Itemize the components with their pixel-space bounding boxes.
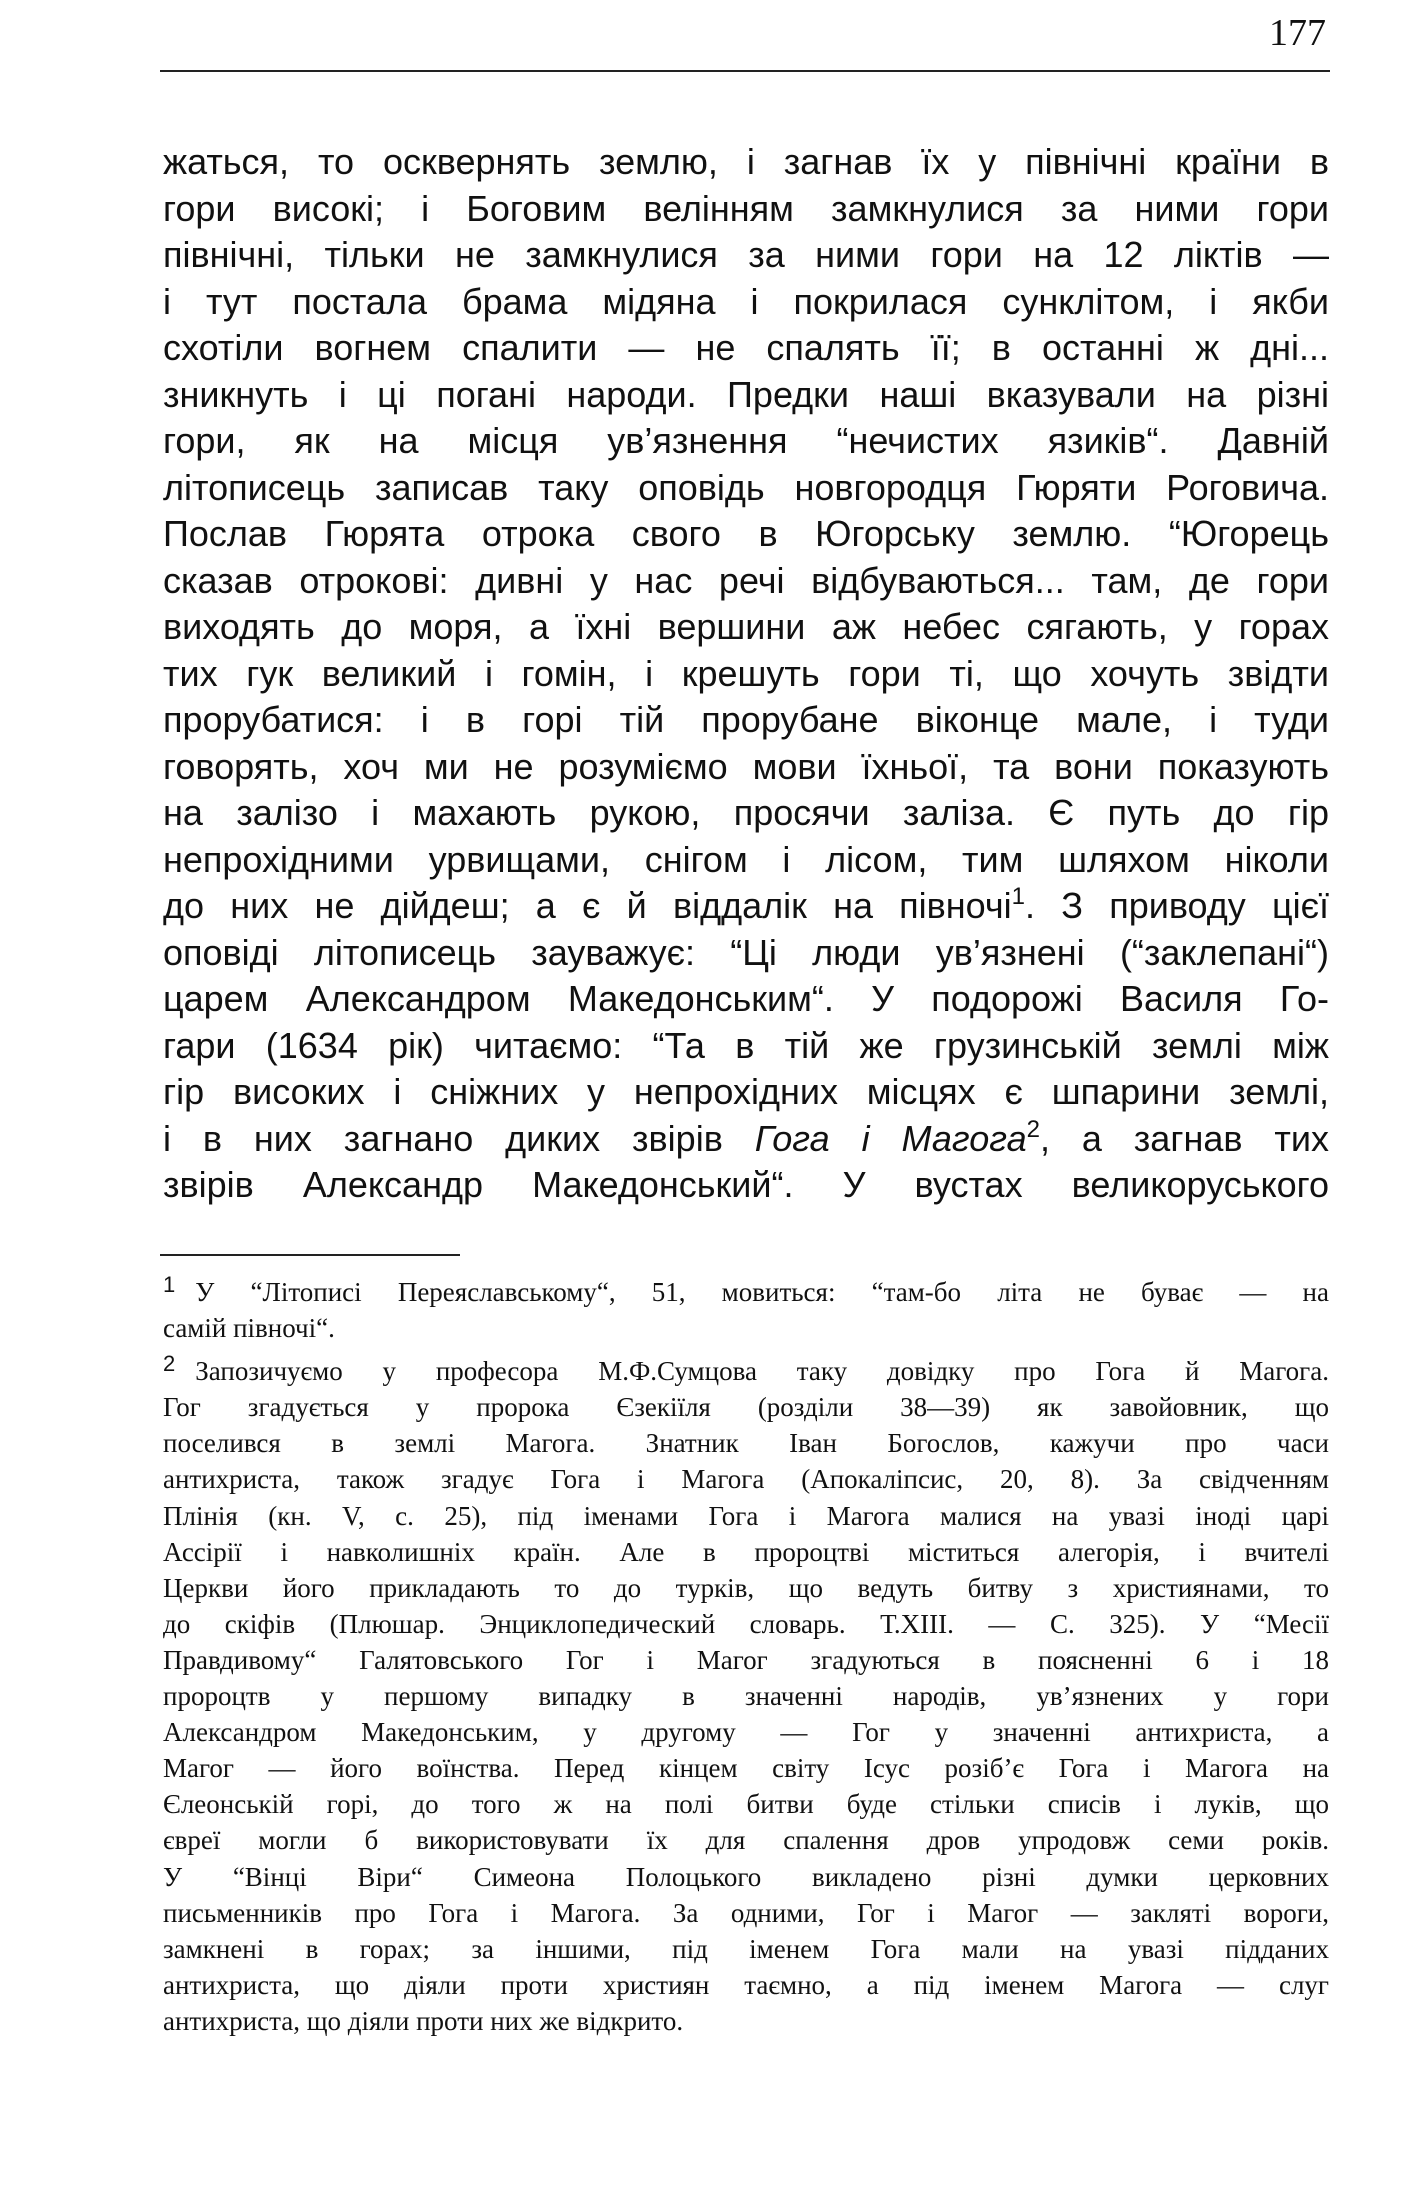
footnote-2-line: поселився в землі Магога. Знатник Іван Богослов, кажучи про часи [163, 1428, 1329, 1459]
text-line-with-footnote-ref [163, 1116, 1329, 1163]
footnote-2-line: Правдивому“ Галятовського Гог і Магог згадуються в поясненні 6 і 18 [163, 1644, 1329, 1675]
footnote-2-line: Плінія (кн. V, с. 25), під іменами Гога і Магога малися на увазі іноді царі [163, 1500, 1329, 1531]
text-line: жаться, то осквернять землю, і загнав їх у північні країни в [163, 141, 1329, 182]
text-line: гір високих і сніжних у непрохідних місцях є шпарини землі, [163, 1071, 1329, 1112]
footnote-text: Запозичуємо у професора М.Ф.Сумцова таку довідку про Гога й Магога. [195, 1356, 1329, 1387]
text-line: зникнуть і ці погані народи. Предки наші вказували на різні [163, 373, 1329, 415]
footnote-1-line [163, 1267, 1329, 1310]
footnote-2-line: антихриста, що діяли проти християн таємно, а під іменем Магога — слуг [163, 1969, 1329, 2000]
text-fragment: , а загнав тих [1039, 1117, 1329, 1159]
text-line: непрохідними урвищами, снігом і лісом, тим шляхом ніколи [163, 838, 1329, 880]
footnote-2-line: антихриста, також згадує Гога і Магога (Апокаліпсис, 20, 8). За свідченням [163, 1464, 1329, 1495]
text-line: гари (1634 рік) читаємо: “Та в тій же грузинській землі між [163, 1024, 1329, 1066]
text-line: царем Александром Македонським“. У подорожі Василя Го- [163, 978, 1329, 1019]
text-line: прорубатися: і в горі тій прорубане віконце мале, і туди [163, 699, 1329, 740]
text-line: Послав Гюрята отрока свого в Югорську землю. “Югорець [163, 513, 1329, 554]
footnote-2-line: євреї могли б використовувати їх для спалення дров упродовж семи років. [163, 1825, 1329, 1856]
text-line: гори високі; і Боговим велінням замкнулися за ними гори [163, 187, 1329, 229]
footnote-1-line: самій півночі“. [163, 1313, 335, 1344]
page-number: 177 [1269, 12, 1326, 54]
text-line: звірів Александр Македонський“. У вустах великоруського [163, 1164, 1329, 1205]
footnote-2-line: письменників про Гога і Магога. За одними, Гог і Магог — закляті вороги, [163, 1897, 1329, 1928]
footnote-rule [160, 1254, 460, 1256]
text-line: на залізо і махають рукою, просячи заліза. Є путь до гір [163, 792, 1329, 833]
footnote-2-line: У “Вінці Віри“ Симеона Полоцького викладено різні думки церковних [163, 1861, 1329, 1892]
footnote-2-line: антихриста, що діяли проти них же відкрито. [163, 2005, 684, 2036]
main-text [163, 139, 1329, 1209]
footnote-2-line: Гог згадується у пророка Єзекіїля (розділи 38—39) як завойовник, що [163, 1392, 1329, 1423]
footnotes [163, 1267, 1329, 2039]
text-line-with-footnote-ref [163, 883, 1329, 930]
text-fragment: і в них загнано диких звірів [163, 1117, 755, 1159]
footnote-2-line [163, 1346, 1329, 1389]
text-line: говорять, хоч ми не розуміємо мови їхньої, та вони показують [163, 745, 1329, 787]
text-fragment: до них не дійдеш; а є й віддалік на півночі [163, 885, 1012, 926]
footnote-2-marker: 2 [163, 1351, 176, 1377]
text-line: і тут постала брама мідяна і покрилася сунклітом, і якби [163, 280, 1329, 322]
footnote-2-line: пророцтв у першому випадку в значенні народів, ув’язнених у гори [163, 1681, 1329, 1712]
footnote-2-line: Єлеонській горі, до того ж на полі битви буде стільки списів і луків, що [163, 1789, 1329, 1820]
footnote-text: У “Літописі Переяславському“, 51, мовиться: “там-бо літа не буває — на [195, 1277, 1329, 1307]
text-line: виходять до моря, а їхні вершини аж небес сягають, у горах [163, 606, 1329, 647]
footnote-2-line: Ассірії і навколишніх країн. Але в пророцтві міститься алегорія, і вчителі [163, 1536, 1329, 1567]
text-line: гори, як на місця ув’язнення “нечистих язиків“. Давній [163, 420, 1329, 461]
footnote-2-line: замкнені в горах; за іншими, під іменем Гога мали на увазі підданих [163, 1933, 1329, 1964]
text-line: літописець записав таку оповідь новгородця Гюряти Роговича. [163, 466, 1329, 508]
italic-names: Гога і Магога [754, 1117, 1027, 1159]
text-line: оповіді літописець зауважує: “Ці люди ув’язнені (“заклепані“) [163, 931, 1329, 973]
header-rule [160, 70, 1330, 72]
text-line: північні, тільки не замкнулися за ними гори на 12 ліктів — [163, 234, 1329, 275]
footnote-2-line: Церкви його прикладають то до турків, що ведуть битву з християнами, то [163, 1572, 1329, 1603]
footnote-2-line: Александром Македонським, у другому — Гог у значенні антихриста, а [163, 1717, 1329, 1748]
footnote-ref-2[interactable]: 2 [1026, 1115, 1040, 1143]
footnote-1-marker: 1 [163, 1272, 176, 1297]
footnote-2-line: Магог — його воїнства. Перед кінцем світу Ісус розіб’є Гога і Магога на [163, 1753, 1329, 1784]
text-line: сказав отрокові: дивні у нас речі відбуваються... там, де гори [163, 559, 1329, 601]
text-line: схотіли вогнем спалити — не спалять її; в останні ж дні... [163, 327, 1329, 368]
footnote-2-line: до скіфів (Плюшар. Энциклопедический словарь. Т.XIII. — С. 325). У “Месії [163, 1608, 1329, 1639]
text-line: тих гук великий і гомін, і крешуть гори ті, що хочуть звідти [163, 652, 1329, 694]
footnote-ref-1[interactable]: 1 [1011, 883, 1026, 910]
text-fragment: . З приводу цієї [1025, 885, 1329, 926]
